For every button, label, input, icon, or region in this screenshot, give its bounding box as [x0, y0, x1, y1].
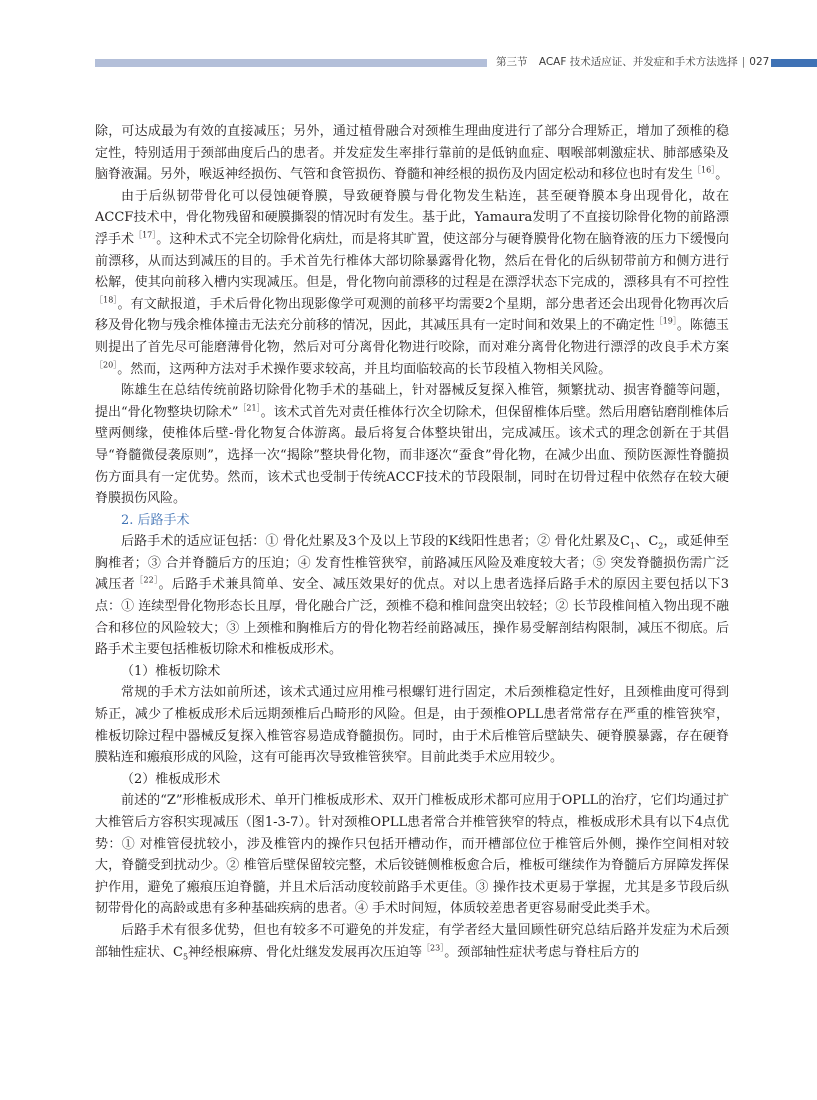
- page-body: [95, 121, 729, 963]
- header-text: [496, 55, 769, 69]
- citation: ［18］: [95, 295, 118, 305]
- citation: ［19］: [654, 317, 677, 327]
- subheading-laminectomy: （1）椎板切除术: [121, 663, 221, 679]
- header-section: 第三节: [496, 56, 528, 68]
- header-title: ACAF 技术适应证、并发症和手术方法选择: [538, 56, 738, 68]
- section-heading-posterior: 2. 后路手术: [121, 512, 190, 528]
- citation: ［20］: [95, 360, 118, 370]
- header-separator: |: [741, 56, 746, 68]
- paragraph-4: 后路手术的适应证包括：① 骨化灶累及3个及以上节段的K线阳性患者；② 骨化灶累及$C_1$、$C_2$，或延伸至胸椎者；③ 合并脊髓后方的压迫；④ 发育性椎管狭窄，前路减压风险及难度较大者；⑤ 突发脊髓损伤需广泛减压者$^{[22]}$。后路手术兼具简单、安全、减压效果好的优点。对以上患者选择后路手术的原因主要包括以下3点：① 连续型骨化物形态长且厚，骨化融合广泛，颈椎不稳和椎间盘突出较轻；② 长节段椎间植入物出现不融合和移位的风险较大；③ 上颈椎和胸椎后方的骨化物若经前路减压，操作易受解剖结构限制，减压不彻底。后路手术主要包括椎板切除术和椎板成形术。: [95, 534, 729, 658]
- paragraph-7: 后路手术有很多优势，但也有较多不可避免的并发症，有学者经大量回顾性研究总结后路并发症为术后颈部轴性症状、$C_5$神经根麻痹、骨化灶继发发展再次压迫等$^{[23]}$。颈部轴性症状考虑与脊柱后方的: [95, 922, 729, 962]
- paragraph-6: 前述的“Z”形椎板成形术、单开门椎板成形术、双开门椎板成形术都可应用于OPLL的治疗，它们均通过扩大椎管后方容积实现减压（图1-3-7）。针对颈椎OPLL患者常合并椎管狭窄的特点，椎板成形术具有以下4点优势：① 对椎管侵扰较小，涉及椎管内的操作只包括开槽动作，而开槽部位位于椎管后外侧，操作空间相对较大，脊髓受到扰动少。② 椎管后壁保留较完整，术后铰链侧椎板愈合后，椎板可继续作为脊髓后方屏障发挥保护作用，避免了瘢痕压迫脊髓，并且术后活动度较前路手术更佳。③ 操作技术更易于掌握，尤其是多节段后纵韧带骨化的高龄或患有多种基础疾病的患者。④ 手术时间短，体质较差患者更容易耐受此类手术。: [95, 793, 729, 917]
- citation: ［22］: [135, 576, 159, 586]
- citation: ［23］: [422, 943, 445, 953]
- citation: ［21］: [238, 403, 261, 413]
- running-header: [0, 52, 817, 72]
- paragraph-5: 常规的手术方法如前所述，该术式通过应用椎弓根螺钉进行固定，术后颈椎稳定性好，且颈椎曲度可得到矫正，减少了椎板成形术后远期颈椎后凸畸形的风险。但是，由于颈椎OPLL患者常常存在严重的椎管狭窄，椎板切除过程中器械反复探入椎管容易造成脊髓损伤。同时，由于术后椎管后壁缺失、硬脊膜暴露，存在硬脊膜粘连和瘢痕形成的风险，这有可能再次导致椎管狭窄。目前此类手术应用较少。: [95, 685, 729, 766]
- citation: ［17］: [134, 230, 157, 240]
- page-number: 027: [749, 56, 770, 68]
- paragraph-3: 陈雄生在总结传统前路切除骨化物手术的基础上，针对器械反复探入椎管，频繁扰动、损害脊髓等问题，提出“骨化物整块切除术”$^{[21]}$。该术式首先对责任椎体行次全切除术，但保留椎体后壁。然后用磨钻磨削椎体后壁两侧缘，使椎体后壁-骨化物复合体游离。最后将复合体整块钳出，完成减压。该术式的理念创新在于其倡导“脊髓微侵袭原则”，选择一次“揭除”整块骨化物，而非逐次“蚕食”骨化物，在减少出血、预防医源性脊髓损伤方面具有一定优势。然而，该术式也受制于传统ACCF技术的节段限制，同时在切骨过程中依然存在较大硬脊膜损伤风险。: [95, 383, 729, 507]
- paragraph-2: 由于后纵韧带骨化可以侵蚀硬脊膜，导致硬脊膜与骨化物发生粘连，甚至硬脊膜本身出现骨化，故在ACCF技术中，骨化物残留和硬膜撕裂的情况时有发生。基于此，Yamaura发明了不直接切除骨化物的前路漂浮手术$^{[17]}$。这种术式不完全切除骨化病灶，而是将其旷置，使这部分与硬脊膜骨化物在脑脊液的压力下缓慢向前漂移，从而达到减压的目的。手术首先行椎体大部切除暴露骨化物，然后在骨化的后纵韧带前方和侧方进行松解，使其向前移入槽内实现减压。但是，骨化物向前漂移的过程是在漂浮状态下完成的，漂移具有不可控性$^{[18]}$。有文献报道，手术后骨化物出现影像学可观测的前移平均需要2个星期，部分患者还会出现骨化物再次后移及骨化物与残余椎体撞击无法充分前移的情况，因此，其减压具有一定时间和效果上的不确定性$^{[19]}$。陈德玉则提出了首先尽可能磨薄骨化物，然后对可分离骨化物进行咬除，而对难分离骨化物进行漂浮的改良手术方案$^{[20]}$。然而，这两种方法对手术操作要求较高，并且均面临较高的长节段植入物相关风险。: [95, 188, 729, 377]
- subheading-laminoplasty: （2）椎板成形术: [121, 771, 221, 787]
- header-decor-bar: [95, 59, 487, 67]
- header-accent-bar: [771, 59, 817, 67]
- paragraph-1: 除，可达成最为有效的直接减压；另外，通过植骨融合对颈椎生理曲度进行了部分合理矫正，增加了颈椎的稳定性，特别适用于颈部曲度后凸的患者。并发症发生率排行靠前的是低钠血症、咽喉部刺激症状、肺部感染及脑脊液漏。另外，喉返神经损伤、气管和食管损伤、脊髓和神经根的损伤及内固定松动和移位也时有发生$^{[16]}$。: [95, 124, 729, 183]
- citation: ［16］: [693, 165, 716, 175]
